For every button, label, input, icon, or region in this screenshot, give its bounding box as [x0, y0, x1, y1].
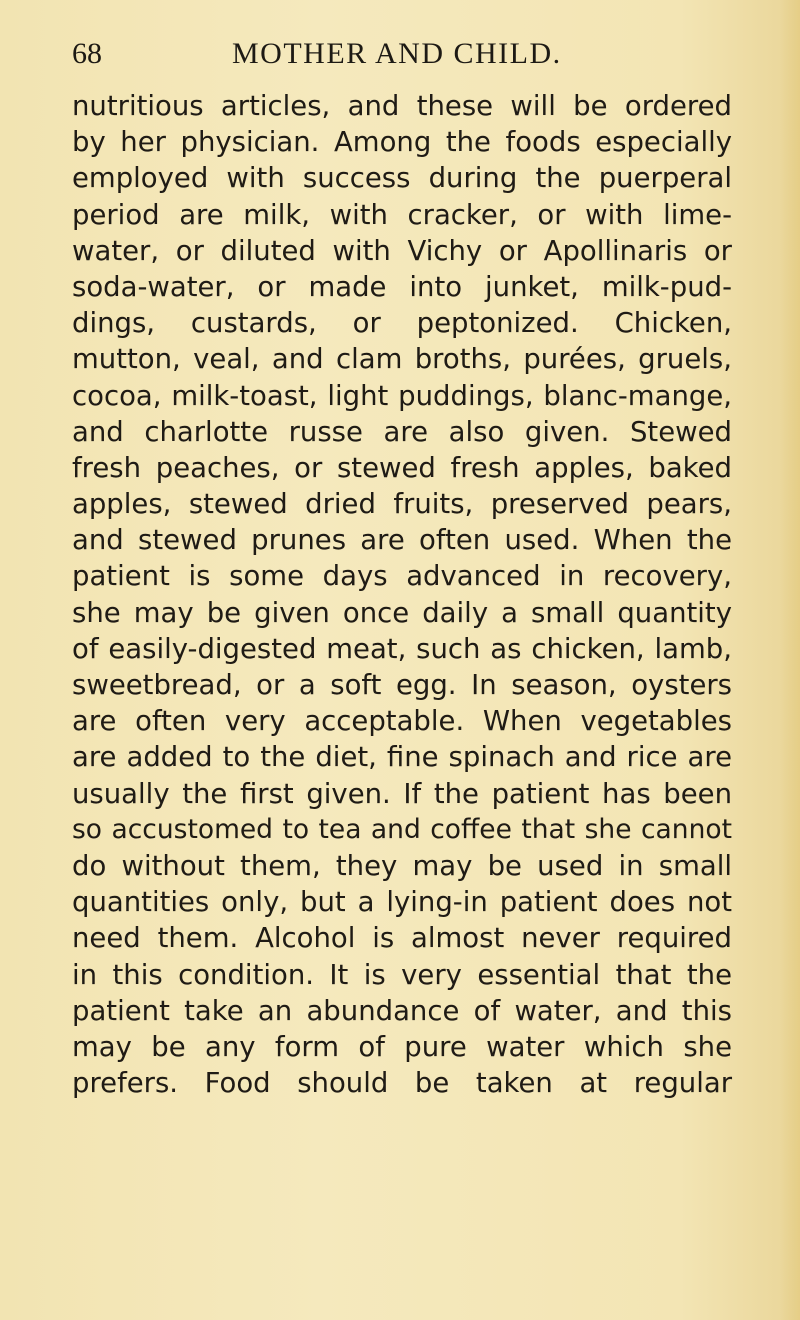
text-line: may be any form of pure water which she [72, 1030, 732, 1063]
text-line: and charlotte russe are also given. Stewed [72, 415, 732, 448]
text-line: period are milk, with cracker, or with lime- [72, 198, 732, 231]
text-line: patient take an abundance of water, and this [72, 994, 732, 1027]
text-line: need them. Alcohol is almost never required [72, 922, 732, 955]
text-line: soda-water, or made into junket, milk-pud- [72, 270, 732, 303]
running-head: MOTHER AND CHILD. [232, 37, 562, 70]
text-line: employed with success during the puerperal [72, 162, 732, 195]
text-line: nutritious articles, and these will be ordered [72, 90, 732, 122]
text-line: in this condition. It is very essential that the [72, 958, 732, 991]
text-line: usually the first given. If the patient has been [72, 777, 732, 810]
text-line: sweetbread, or a soft egg. In season, oysters [72, 669, 732, 701]
text-line: dings, custards, or peptonized. Chicken, [72, 307, 732, 340]
text-line: quantities only, but a lying-in patient does not [72, 886, 732, 919]
text-line: cocoa, milk-toast, light puddings, blanc-mange, [72, 379, 732, 412]
text-line: fresh peaches, or stewed fresh apples, baked [72, 451, 732, 484]
text-line: she may be given once daily a small quantity [72, 596, 732, 629]
text-line: are often very acceptable. When vegetables [72, 705, 732, 738]
body-paragraph [72, 88, 732, 1101]
text-line: are added to the diet, fine spinach and rice are [72, 741, 732, 774]
text-line: water, or diluted with Vichy or Apollinaris or [72, 234, 732, 267]
text-line: and stewed prunes are often used. When the [72, 524, 732, 557]
text-line: prefers. Food should be taken at regular [72, 1067, 732, 1100]
text-line: so accustomed to tea and coffee that she cannot [72, 813, 732, 845]
page-header [72, 32, 732, 76]
text-line: do without them, they may be used in small [72, 849, 732, 882]
text-line: mutton, veal, and clam broths, purées, gruels, [72, 343, 732, 376]
text-line: apples, stewed dried fruits, preserved pears, [72, 488, 732, 521]
text-line: by her physician. Among the foods especially [72, 126, 732, 159]
text-line: of easily-digested meat, such as chicken, lamb, [72, 632, 732, 665]
page-number: 68 [72, 37, 102, 70]
text-line: patient is some days advanced in recovery, [72, 560, 732, 593]
page-edge-shadow [780, 0, 800, 1320]
